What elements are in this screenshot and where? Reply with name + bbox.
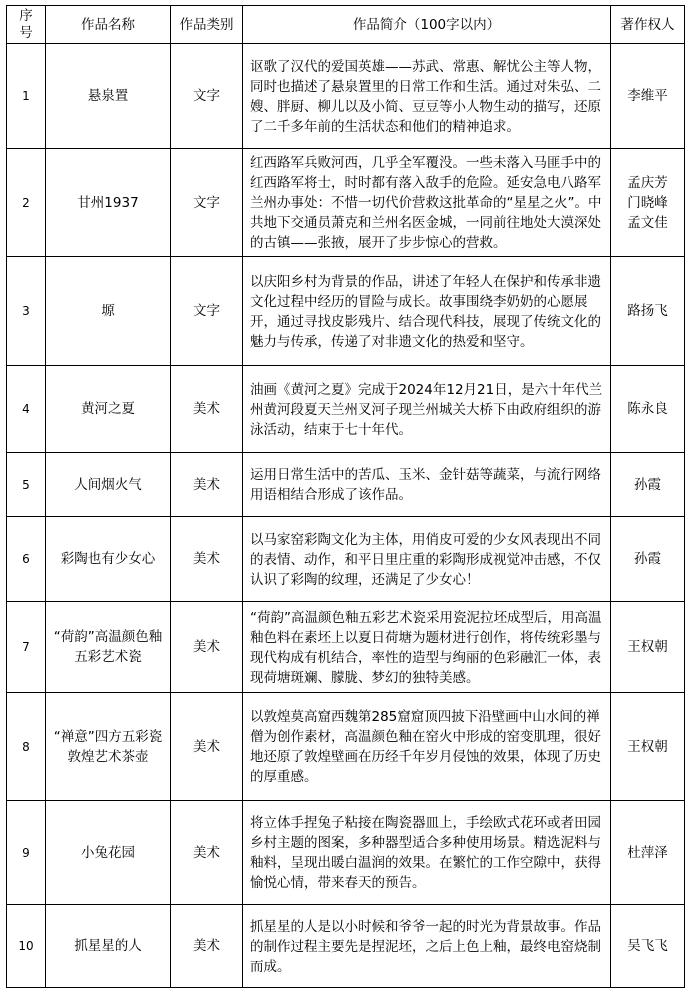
work-title: 抓星星的人 (46, 905, 171, 988)
table-row (7, 44, 685, 149)
header-title: 作品名称 (46, 6, 171, 44)
work-description: 运用日常生活中的苦瓜、玉米、金针菇等蔬菜，与流行网络用语相结合形成了该作品。 (243, 453, 611, 517)
row-no: 3 (7, 257, 46, 366)
work-description: 以庆阳乡村为背景的作品，讲述了年轻人在保护和传承非遗文化过程中经历的冒险与成长。故事围绕李奶奶的心愿展开，通过寻找皮影残片、结合现代科技，展现了传统文化的魅力与传承，传递了对非遗文化的热爱和坚守。 (243, 257, 611, 366)
work-author: 吴飞飞 (611, 905, 685, 988)
works-table (6, 5, 685, 988)
work-category: 文字 (171, 149, 243, 257)
table-row (7, 905, 685, 988)
header-row (7, 6, 685, 44)
work-category: 美术 (171, 602, 243, 693)
work-author: 王权朝 (611, 693, 685, 801)
row-no: 6 (7, 517, 46, 602)
work-author: 李维平 (611, 44, 685, 149)
row-no: 2 (7, 149, 46, 257)
row-no: 9 (7, 801, 46, 905)
work-author: 孙霞 (611, 453, 685, 517)
row-no: 1 (7, 44, 46, 149)
header-no: 序号 (7, 6, 46, 44)
row-no: 5 (7, 453, 46, 517)
work-description: “荷韵”高温颜色釉五彩艺术瓷采用瓷泥拉坯成型后，用高温釉色料在素坯上以夏日荷塘为题材进行创作，将传统彩墨与现代构成有机结合，率性的造型与绚丽的色彩融汇一体，表现荷塘斑斓、朦胧、梦幻的独特美感。 (243, 602, 611, 693)
work-description: 以马家窑彩陶文化为主体，用俏皮可爱的少女风表现出不同的表情、动作，和平日里庄重的彩陶形成视觉冲击感，不仅认识了彩陶的纹理，还满足了少女心！ (243, 517, 611, 602)
row-no: 4 (7, 366, 46, 453)
work-category: 美术 (171, 366, 243, 453)
table-row (7, 602, 685, 693)
table-row (7, 257, 685, 366)
work-category: 美术 (171, 905, 243, 988)
work-author: 路扬飞 (611, 257, 685, 366)
work-category: 美术 (171, 517, 243, 602)
work-title: “禅意”四方五彩瓷敦煌艺术茶壶 (46, 693, 171, 801)
header-description: 作品简介（100字以内） (243, 6, 611, 44)
work-description: 将立体手捏兔子粘接在陶瓷器皿上，手绘欧式花环或者田园乡村主题的图案，多种器型适合多种使用场景。精选泥料与釉料，呈现出暖白温润的效果。在繁忙的工作空隙中，获得愉悦心情，带来春天的预告。 (243, 801, 611, 905)
work-category: 美术 (171, 693, 243, 801)
work-title: 黄河之夏 (46, 366, 171, 453)
row-no: 7 (7, 602, 46, 693)
work-description: 以敦煌莫高窟西魏第285窟窟顶四披下沿壁画中山水间的禅僧为创作素材，高温颜色釉在窑火中形成的窑变肌理，很好地还原了敦煌壁画在历经千年岁月侵蚀的效果，体现了历史的厚重感。 (243, 693, 611, 801)
work-author: 孙霞 (611, 517, 685, 602)
table-row (7, 453, 685, 517)
row-no: 8 (7, 693, 46, 801)
work-category: 文字 (171, 44, 243, 149)
work-category: 文字 (171, 257, 243, 366)
header-author: 著作权人 (611, 6, 685, 44)
work-title: 人间烟火气 (46, 453, 171, 517)
work-category: 美术 (171, 801, 243, 905)
work-author: 王权朝 (611, 602, 685, 693)
header-category: 作品类别 (171, 6, 243, 44)
work-author: 陈永良 (611, 366, 685, 453)
work-description: 红西路军兵败河西，几乎全军覆没。一些未落入马匪手中的红西路军将士，时时都有落入敌手的危险。延安急电八路军兰州办事处：不惜一切代价营救这批革命的“星星之火”。中共地下交通员萧克和兰州名医金城，一同前往地处大漠深处的古镇——张掖，展开了步步惊心的营救。 (243, 149, 611, 257)
work-title: 悬泉置 (46, 44, 171, 149)
table-row (7, 801, 685, 905)
work-title: 塬 (46, 257, 171, 366)
work-title: “荷韵”高温颜色釉五彩艺术瓷 (46, 602, 171, 693)
work-author: 孟庆芳 门晓峰 孟文佳 (611, 149, 685, 257)
work-category: 美术 (171, 453, 243, 517)
table-row (7, 366, 685, 453)
work-title: 彩陶也有少女心 (46, 517, 171, 602)
table-row (7, 517, 685, 602)
work-description: 抓星星的人是以小时候和爷爷一起的时光为背景故事。作品的制作过程主要先是捏泥坯，之后上色上釉，最终电窑烧制而成。 (243, 905, 611, 988)
work-title: 小兔花园 (46, 801, 171, 905)
row-no: 10 (7, 905, 46, 988)
work-title: 甘州1937 (46, 149, 171, 257)
work-description: 油画《黄河之夏》完成于2024年12月21日，是六十年代兰州黄河段夏天兰州叉河子现兰州城关大桥下由政府组织的游泳活动，结束于七十年代。 (243, 366, 611, 453)
table-row (7, 693, 685, 801)
table-row (7, 149, 685, 257)
work-author: 杜萍泽 (611, 801, 685, 905)
work-description: 讴歌了汉代的爱国英雄——苏武、常惠、解忧公主等人物，同时也描述了悬泉置里的日常工作和生活。通过对朱弘、二嫂、胖厨、柳儿以及小简、豆豆等小人物生动的描写，还原了二千多年前的生活状态和他们的精神追求。 (243, 44, 611, 149)
